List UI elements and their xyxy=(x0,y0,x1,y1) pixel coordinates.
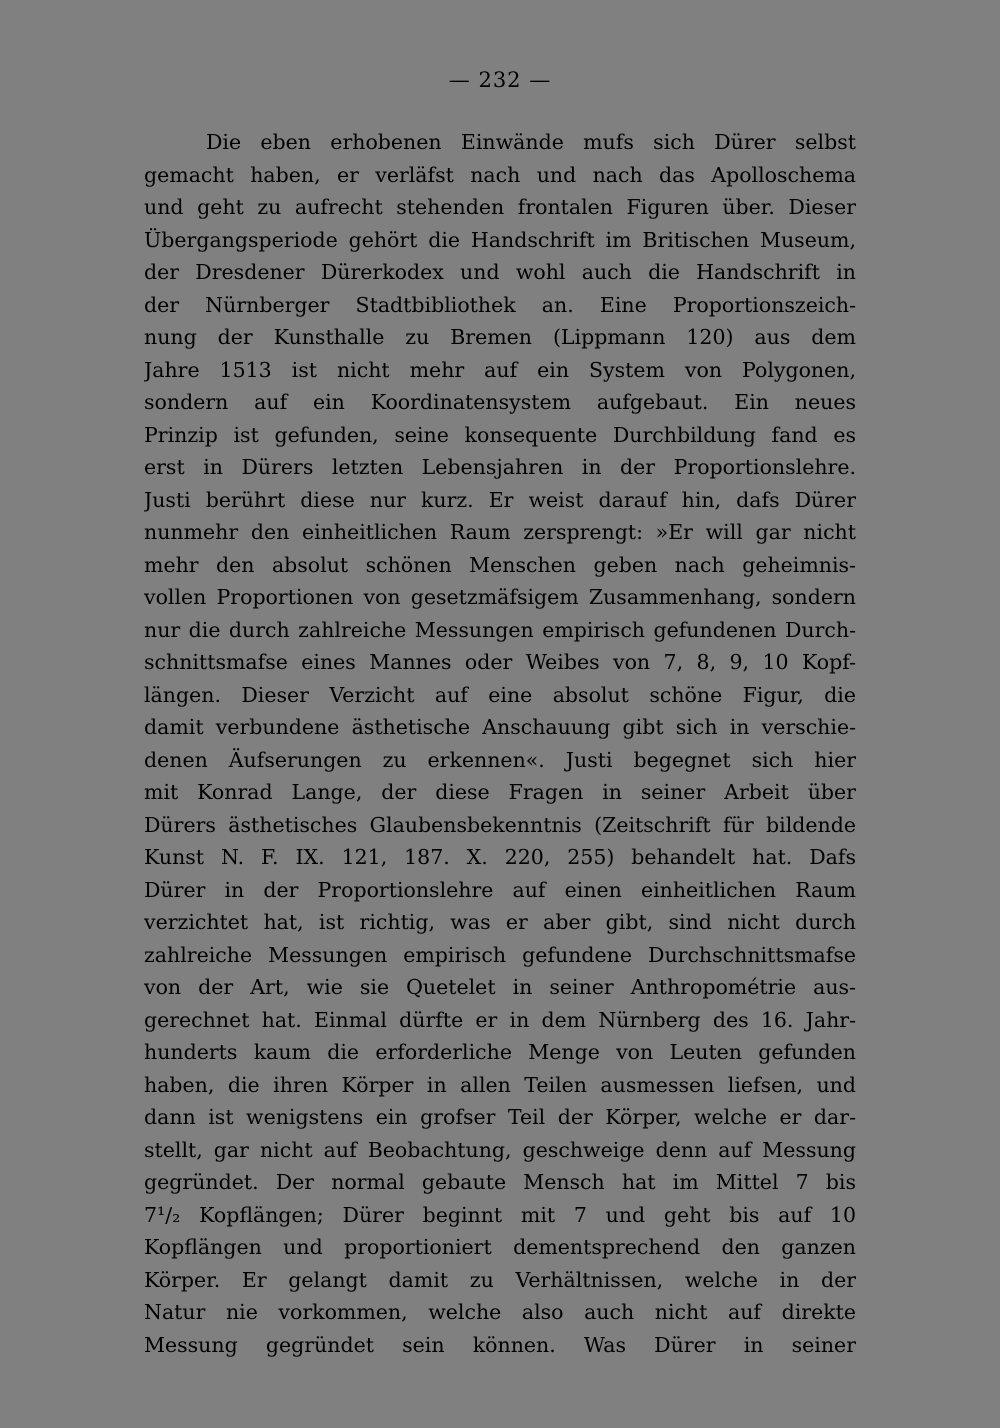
text-line: und geht zu aufrecht stehenden frontalen Figuren über. Dieser xyxy=(144,195,856,219)
text-line: verzichtet hat, ist richtig, was er aber gibt, sind nicht durch xyxy=(144,910,856,934)
text-line: zahlreiche Messungen empirisch gefundene Durchschnittsmafse xyxy=(144,942,856,967)
text-line: gegründet. Der normal gebaute Mensch hat im Mittel 7 bis xyxy=(144,1170,856,1194)
text-line: dann ist wenigstens ein grofser Teil der Körper, welche er dar- xyxy=(144,1105,856,1129)
text-line: gemacht haben, er verläfst nach und nach das Apolloschema xyxy=(144,162,856,187)
text-line: mehr den absolut schönen Menschen geben nach geheimnis- xyxy=(144,552,856,577)
text-line: damit verbundene ästhetische Anschauung gibt sich in verschie- xyxy=(144,715,856,739)
text-line: stellt, gar nicht auf Beobachtung, geschweige denn auf Messung xyxy=(144,1137,856,1162)
text-line: Messung gegründet sein können. Was Dürer in seiner xyxy=(144,1332,856,1357)
text-line: vollen Proportionen von gesetzmäfsigem Zusammenhang, sondern xyxy=(144,585,856,609)
text-line: Kopflängen und proportioniert dementsprechend den ganzen xyxy=(144,1235,856,1259)
page-number: — 232 — xyxy=(448,68,552,92)
text-line: von der Art, wie sie Quetelet in seiner Anthropométrie aus- xyxy=(144,975,856,999)
text-line: hunderts kaum die erforderliche Menge von Leuten gefunden xyxy=(144,1040,856,1064)
text-line: mit Konrad Lange, der diese Fragen in seiner Arbeit über xyxy=(144,780,856,804)
text-line: denen Äufserungen zu erkennen«. Justi begegnet sich hier xyxy=(144,747,856,772)
text-line: nunmehr den einheitlichen Raum zersprengt: »Er will gar nicht xyxy=(144,520,856,544)
text-line: der Nürnberger Stadtbibliothek an. Eine Proportionszeich- xyxy=(144,292,856,317)
text-line: Jahre 1513 ist nicht mehr auf ein System von Polygonen, xyxy=(144,357,856,382)
text-line: nung der Kunsthalle zu Bremen (Lippmann 120) aus dem xyxy=(144,325,856,349)
text-line: Kunst N. F. IX. 121, 187. X. 220, 255) behandelt hat. Dafs xyxy=(144,845,856,869)
text-line: sondern auf ein Koordinatensystem aufgebaut. Ein neues xyxy=(144,390,856,414)
text-line: Die eben erhobenen Einwände mufs sich Dürer selbst xyxy=(206,130,856,154)
text-line: der Dresdener Dürerkodex und wohl auch die Handschrift in xyxy=(144,260,856,284)
text-line: 7¹/₂ Kopflängen; Dürer beginnt mit 7 und geht bis auf 10 xyxy=(144,1202,856,1227)
text-line: erst in Dürers letzten Lebensjahren in der Proportionslehre. xyxy=(144,455,856,479)
text-line: nur die durch zahlreiche Messungen empirisch gefundenen Durch- xyxy=(144,617,856,642)
text-line: gerechnet hat. Einmal dürfte er in dem Nürnberg des 16. Jahr- xyxy=(144,1007,856,1032)
text-line: haben, die ihren Körper in allen Teilen ausmessen liefsen, und xyxy=(144,1072,856,1097)
text-line: schnittsmafse eines Mannes oder Weibes von 7, 8, 9, 10 Kopf- xyxy=(144,650,856,674)
text-line: Übergangsperiode gehört die Handschrift im Britischen Museum, xyxy=(144,227,856,252)
text-line: Justi berührt diese nur kurz. Er weist darauf hin, dafs Dürer xyxy=(144,487,856,512)
text-line: Dürers ästhetisches Glaubensbekenntnis (Zeitschrift für bildende xyxy=(144,812,856,837)
text-line: Körper. Er gelangt damit zu Verhältnissen, welche in der xyxy=(144,1267,856,1292)
text-line: Natur nie vorkommen, welche also auch nicht auf direkte xyxy=(144,1300,856,1324)
text-line: Dürer in der Proportionslehre auf einen einheitlichen Raum xyxy=(144,877,856,902)
text-line: Prinzip ist gefunden, seine konsequente Durchbildung fand es xyxy=(144,422,856,447)
body-text xyxy=(144,126,856,1361)
text-line: längen. Dieser Verzicht auf eine absolut schöne Figur, die xyxy=(144,682,856,707)
